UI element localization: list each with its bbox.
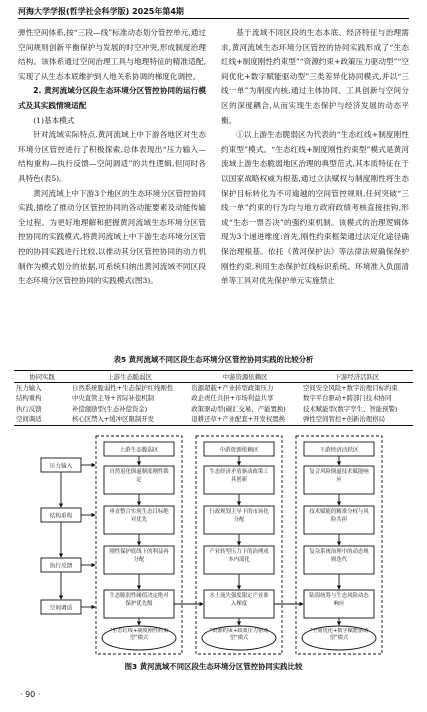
table-header-cell: 上游生态脆弱区 bbox=[70, 371, 189, 383]
side-label-pressure: 压力输入 bbox=[49, 463, 73, 470]
table-cell: 政策驱动型(碳汇交易、产能置换) bbox=[191, 404, 286, 413]
table-cell: 资源超载+产业转型政策压力 bbox=[191, 383, 274, 392]
side-label-structure: 结构重构 bbox=[49, 513, 73, 520]
table-header-row bbox=[14, 371, 413, 383]
table-cell: 执行反馈 bbox=[16, 404, 42, 413]
downstream-box: 陆海统筹与生态风险动态响应 bbox=[309, 593, 369, 607]
upstream-title: 上游生态脆弱区 bbox=[119, 447, 159, 454]
table-row bbox=[14, 404, 413, 415]
side-label-space: 空间调适 bbox=[49, 605, 73, 612]
comparison-table bbox=[14, 370, 413, 426]
table-cell: 退耕还草+产业配套+开发权置换 bbox=[189, 415, 301, 426]
table-header-cell: 中游资源依赖区 bbox=[189, 371, 301, 383]
table-cell: 弹性空间管控+创新治理格局 bbox=[301, 415, 413, 426]
right-paragraph-1: 基于流域不同区段的生态本底、经济特征与治理需求,黄河流域生态环境分区管控的协同实践形成了“生态红线+制度刚性约束型”“资源约束+政策压力驱动型”“空间优化+数字赋能驱动型”三类差异化协同模式,并以“三线一单”为制度内核,通过主体协同、工具创新与空间分区的深度耦合,从而实现生态保护与经济发展的动态平衡。 bbox=[221, 28, 409, 125]
figure-3-diagram bbox=[40, 428, 390, 660]
table-cell: 结构重构 bbox=[16, 394, 42, 403]
side-label-execution: 执行反馈 bbox=[49, 563, 73, 570]
section-heading: 2. 黄河流域分区段生态环境分区管控协同的运行模式及其实践情境适配 bbox=[18, 86, 206, 110]
left-paragraph-2: 针对流域实际特点,黄河流域上中下游各地区对生态环境分区管控进行了积极探索,总体表现出“压力输入—结构重构—执行反馈—空间调适”的共性逻辑,但同时各具特色(表5)。 bbox=[18, 130, 206, 183]
right-paragraph-2: ①以上游生态脆弱区为代表的“生态红线+制度刚性约束型”模式。“生态红线+制度刚性约束型”模式是黄河流域上游生态脆弱地区治理的典型范式,其本质特征在于以国家战略权威为根基,通过立法赋权与制度刚性将生态保护目标转化为不可逾越的空间管控规则,任何突破“三线一单”约束的行为均与地方政府政绩考核直接挂钩,形成“生态一票否决”的强约束机制。该模式的治理逻辑体现为3个递进维度:首先,刚性约束框架通过法定化途径确保治理根基。依托《黄河保护法》等法律法规确保保护刚性约束,利用生态保护红线标识系统、环境准入负面清单等工具对优先保护单元实施禁止 bbox=[221, 130, 409, 286]
midstream-box: 生态经济矛盾驱动政策工具创新 bbox=[209, 469, 269, 483]
table-row bbox=[14, 394, 413, 405]
midstream-box: 产业转型压力下的治理成本内部化 bbox=[209, 549, 269, 563]
left-column bbox=[18, 26, 206, 348]
table-cell: 压力输入 bbox=[16, 383, 42, 392]
midstream-title: 中游资源依赖区 bbox=[219, 447, 259, 454]
downstream-box: 复杂系统治理中的动态规则迭代 bbox=[309, 549, 369, 563]
table-cell: 政企责任共担+市场利益共享 bbox=[191, 394, 274, 403]
running-header bbox=[18, 4, 409, 19]
subsection-heading: (1)基本模式 bbox=[33, 115, 75, 125]
journal-title: 河海大学学报(哲学社会科学版) 2025年第4期 bbox=[18, 7, 184, 16]
table-cell: 补偿激励型(生态补偿资金) bbox=[72, 404, 148, 413]
table-row bbox=[14, 383, 413, 394]
table-cell: 中央直管主导+省际补偿机制 bbox=[72, 394, 155, 403]
midstream-box: 水土流失强度限定产业准入梯度 bbox=[209, 593, 269, 607]
table-cell: 数字平台驱动+跨部门技术协同 bbox=[302, 394, 392, 403]
left-paragraph-1: 弹性空间体系,按“三段—线”标准动态划分管控单元,通过空间规则创新平衡保护与发展的时空冲突,形成制度治理结构。该体系通过空间治理工具与地理特征的精准适配,实现了从生态本底维护到人地关系协调的梯度化调控。 bbox=[18, 28, 206, 81]
upstream-box: 自然退化倒逼制度刚性锁定 bbox=[109, 469, 169, 483]
downstream-mode-label: “空间优化+数字赋能驱动型”模式 bbox=[309, 628, 369, 641]
downstream-box: 技术赋能的精准分权与风险共担 bbox=[309, 509, 369, 523]
table-cell: 空间安全风险+数字治理目标约束 bbox=[302, 383, 398, 392]
left-paragraph-3: 黄河流域上中下游3个地区的生态环境分区管控协同实践,描绘了推动分区管控协同的各动能要素及动能传输全过程。为更好地理解和把握黄河流域生态环境分区管控协同的实践模式,将黄河流域上中下游生态环境分区管控的协同实践进行比较,以推动其分区管控协同的动力机制作为模式划分的依据,可系统归纳出黄河流域不同区段生态环境分区管控协同的实践模式(图3)。 bbox=[18, 188, 206, 286]
table-cell: 空间调适 bbox=[14, 415, 70, 426]
table-caption: 表5 黄河流域不同区段生态环境分区管控协同实践的比较分析 bbox=[113, 355, 314, 364]
midstream-box: 行政规划主导下的市场化分配 bbox=[209, 509, 269, 523]
upstream-box: 刚性保护底线下的利益再分配 bbox=[109, 549, 169, 563]
page-number: · 90 · bbox=[20, 690, 41, 699]
upstream-box: 垂直整合实现生态目标绝对优先 bbox=[109, 509, 169, 523]
table-cell: 核心区禁入+缓冲区限制开发 bbox=[70, 415, 189, 426]
figure-caption: 图3 黄河流域不同区段生态环境分区管控协同实践比较 bbox=[124, 662, 303, 671]
upstream-box: 生态脆弱性阈值决定绝对保护优先级 bbox=[109, 593, 169, 607]
table-cell: 自然系统脆弱性+生态保护红线刚性 bbox=[72, 383, 174, 392]
table-row bbox=[14, 415, 413, 426]
midstream-mode-label: “资源约束+政策压力驱动型”模式 bbox=[209, 628, 269, 641]
table-header-cell: 下游经济活跃区 bbox=[301, 371, 413, 383]
table-cell: 技术赋能型(数字孪生、智能预警) bbox=[302, 404, 398, 413]
table-header-cell: 协同实践 bbox=[14, 371, 70, 383]
right-column bbox=[221, 26, 409, 348]
upstream-mode-label: “生态红线+制度刚性约束型”模式 bbox=[109, 628, 169, 641]
downstream-box: 复合风险倒逼技术赋能响应 bbox=[309, 469, 369, 483]
downstream-title: 下游经济活跃区 bbox=[319, 447, 359, 454]
